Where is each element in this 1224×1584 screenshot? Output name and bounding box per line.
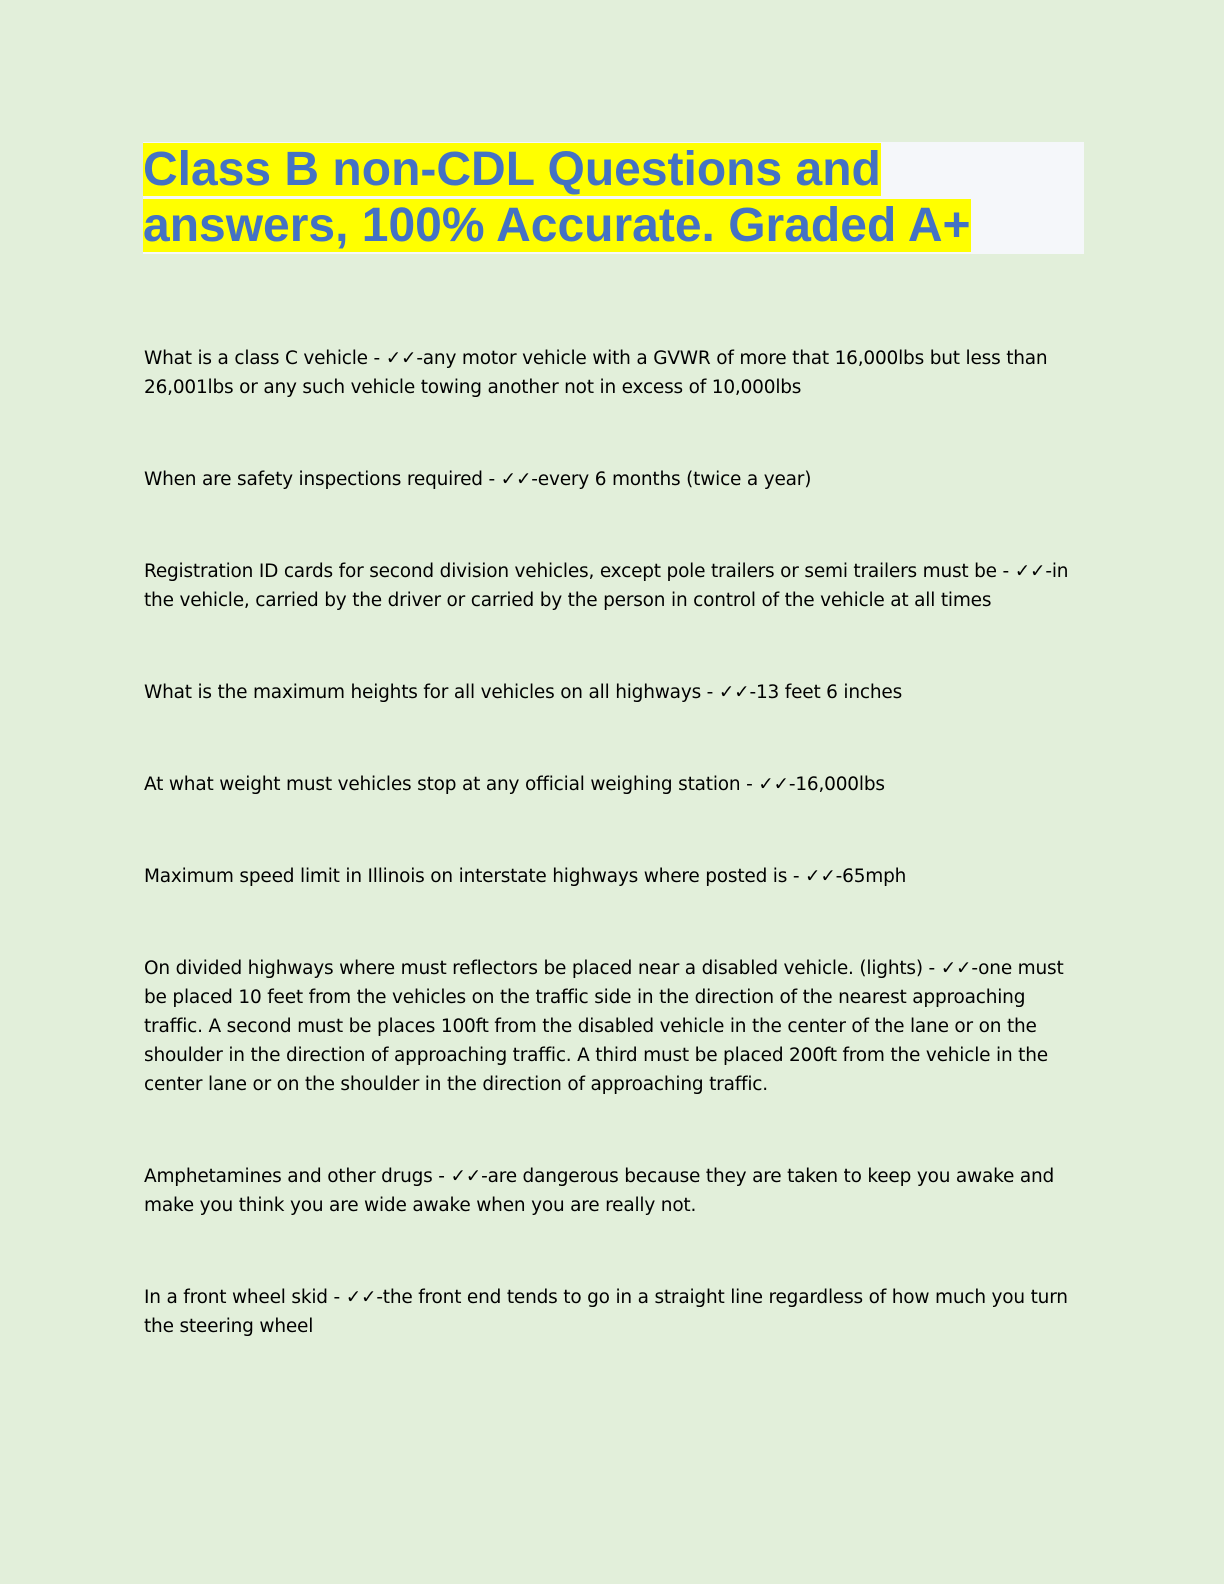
- question-text: Maximum speed limit in Illinois on interstate highways where posted is -: [144, 866, 800, 887]
- check-mark-icon: ✓✓: [500, 469, 532, 490]
- answer-text: in the vehicle, carried by the driver or carried by the person in control of the vehicle at all times: [144, 561, 1069, 611]
- separator: -: [376, 1287, 383, 1308]
- separator: -: [1045, 561, 1052, 582]
- question-text: What is the maximum heights for all vehicles on all highways -: [144, 682, 714, 703]
- separator: -: [788, 774, 796, 795]
- separator: -: [749, 682, 756, 703]
- check-mark-icon: ✓✓: [450, 1166, 482, 1187]
- qa-item: [144, 1162, 1074, 1220]
- question-text: In a front wheel skid -: [144, 1287, 341, 1308]
- question-text: When are safety inspections required -: [144, 469, 495, 490]
- check-mark-icon: ✓✓: [718, 682, 750, 703]
- qa-item: [144, 465, 1074, 494]
- answer-text: the front end tends to go in a straight line regardless of how much you turn the steering wheel: [144, 1287, 1068, 1337]
- qa-item: [144, 557, 1074, 615]
- separator: -: [416, 348, 423, 369]
- qa-item: [144, 344, 1074, 402]
- check-mark-icon: ✓✓: [345, 1287, 377, 1308]
- separator: -: [531, 469, 538, 490]
- qa-item: [144, 678, 1074, 707]
- question-text: At what weight must vehicles stop at any official weighing station -: [144, 774, 753, 795]
- qa-list: [144, 344, 1074, 1341]
- separator: -: [835, 866, 843, 887]
- answer-text: 16,000lbs: [795, 774, 885, 795]
- separator: -: [971, 958, 979, 979]
- document-title: [143, 142, 1084, 254]
- question-text: What is a class C vehicle -: [144, 348, 381, 369]
- answer-text: 65mph: [842, 866, 907, 887]
- answer-text: any motor vehicle with a GVWR of more that 16,000lbs but less than 26,001lbs or any such vehicle towing another not in excess of 10,000lbs: [144, 348, 1048, 398]
- question-text: Registration ID cards for second division vehicles, except pole trailers or semi trailers must be -: [144, 561, 1010, 582]
- separator: -: [481, 1166, 488, 1187]
- title-line-2: answers, 100% Accurate. Graded A+: [143, 199, 971, 252]
- check-mark-icon: ✓✓: [1014, 561, 1046, 582]
- check-mark-icon: ✓✓: [940, 958, 972, 979]
- answer-text: 13 feet 6 inches: [755, 682, 903, 703]
- qa-item: [144, 954, 1074, 1099]
- qa-item: [144, 770, 1074, 799]
- qa-item: [144, 1283, 1074, 1341]
- answer-text: one must be placed 10 feet from the vehicles on the traffic side in the direction of the nearest approaching traffic. A second must be places 100ft from the disabled vehicle in the center of the lane or on the shoulder in the direction of approaching traffic. A third must be placed 200ft from the vehicle in the center lane or on the shoulder in the direction of approaching traffic.: [144, 958, 1064, 1095]
- qa-item: [144, 862, 1074, 891]
- question-text: On divided highways where must reflectors be placed near a disabled vehicle. (lights) -: [144, 958, 936, 979]
- check-mark-icon: ✓✓: [805, 866, 836, 887]
- check-mark-icon: ✓✓: [385, 348, 417, 369]
- check-mark-icon: ✓✓: [758, 774, 789, 795]
- answer-text: every 6 months (twice a year): [537, 469, 812, 490]
- title-block: [143, 142, 1084, 254]
- question-text: Amphetamines and other drugs -: [144, 1166, 445, 1187]
- answer-text: are dangerous because they are taken to keep you awake and make you think you are wide awake when you are really not.: [144, 1166, 1055, 1216]
- title-line-1: Class B non-CDL Questions and: [143, 143, 881, 196]
